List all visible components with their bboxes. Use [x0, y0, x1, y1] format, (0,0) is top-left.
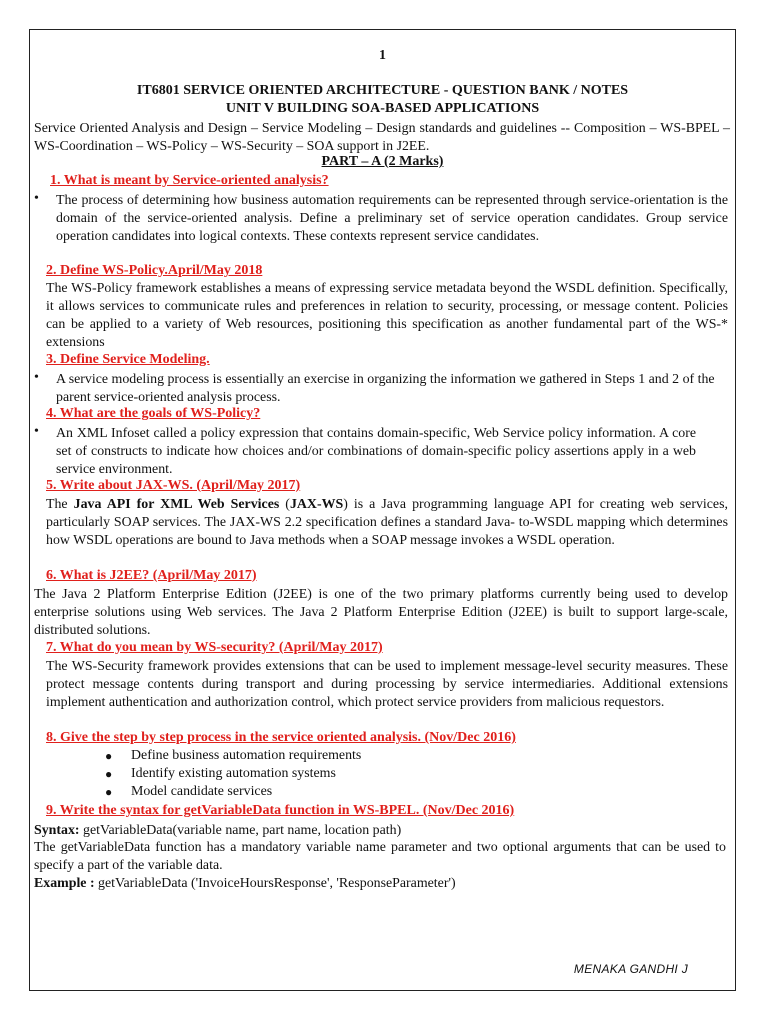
document-page: [29, 29, 736, 991]
question-9: 9. Write the syntax for getVariableData function in WS-BPEL. (Nov/Dec 2016): [46, 803, 515, 818]
page-number: 1: [379, 48, 386, 63]
question-6: 6. What is J2EE? (April/May 2017): [46, 568, 257, 583]
bullet-icon: •: [34, 191, 39, 206]
step-item: Define business automation requirements: [131, 748, 362, 763]
step-item: Identify existing automation systems: [131, 766, 336, 781]
syllabus-topics: Service Oriented Analysis and Design – Service Modeling – Design standards and guidelines -- Composition – WS-BPEL – WS-Coordination – WS-Policy – WS-Security – SOA support in J2EE.: [34, 121, 730, 154]
bullet-icon: •: [34, 370, 39, 385]
function-description: The getVariableData function has a mandatory variable name parameter and two optional arguments that can be used to specify a part of the variable data.: [34, 840, 726, 873]
answer-3: A service modeling process is essentially an exercise in organizing the information we gathered in Steps 1 and 2 of the parent service-oriented analysis process.: [56, 372, 715, 405]
jax-ws-acronym: JAX-WS: [289, 497, 344, 512]
question-4: 4. What are the goals of WS-Policy?: [46, 406, 261, 421]
syntax-line: [34, 822, 401, 840]
answer-1: The process of determining how business automation requirements can be represented through service-orientation is the domain of the service-oriented analysis. Define a preliminary set of service operation candidates. Group service operation candidates into logical contexts. These contexts represent service candidates.: [56, 193, 728, 244]
question-1: 1. What is meant by Service-oriented analysis?: [50, 173, 329, 188]
answer-7: The WS-Security framework provides extensions that can be used to implement message-level security measures. These protect message contents during transport and during processing by service intermediaries. Additional extensions implement authentication and authorization control, which protect service providers from malicious requestors.: [46, 659, 728, 710]
answer-4: An XML Infoset called a policy expression that contains domain-specific, Web Service policy information. A core set of constructs to indicate how choices and/or combinations of domain-specific policy assertions apply in a web service environment.: [56, 426, 696, 477]
part-heading: PART – A (2 Marks): [321, 154, 444, 169]
example-value: getVariableData ('InvoiceHoursResponse', 'ResponseParameter'): [94, 876, 456, 891]
question-2: 2. Define WS-Policy.April/May 2018: [46, 263, 263, 278]
syntax-label: Syntax:: [34, 823, 80, 838]
answer-5: The Java API for XML Web Services (JAX-WS) is a Java programming language API for creating web services, particularly SOAP services. The JAX-WS 2.2 specification defines a standard Java- to-WSDL mapping which determines how WSDL operations are bound to Java methods when a SOAP message invokes a WSDL operation.: [46, 497, 728, 548]
bullet-icon: ●: [105, 785, 113, 799]
step-item: Model candidate services: [131, 784, 273, 799]
jax-ws-full-name: Java API for XML Web Services: [73, 497, 280, 512]
answer-2: The WS-Policy framework establishes a means of expressing service metadata beyond the WSDL definition. Specifically, it allows services to communicate rules and preferences in relation to security, processing, or message content. Policies can be applied to a variety of Web resources, positioning this specification as another fundamental part of the WS-* extensions: [46, 281, 728, 350]
author-footer: MENAKA GANDHI J: [573, 962, 688, 976]
example-label: Example :: [34, 876, 95, 891]
syntax-value: getVariableData(variable name, part name, location path): [79, 823, 402, 838]
bullet-icon: •: [34, 424, 39, 439]
question-8: 8. Give the step by step process in the service oriented analysis. (Nov/Dec 2016): [46, 730, 516, 745]
bullet-icon: ●: [105, 749, 113, 763]
example-line: [34, 875, 456, 893]
question-5: 5. Write about JAX-WS. (April/May 2017): [46, 478, 301, 493]
question-7: 7. What do you mean by WS-security? (April/May 2017): [46, 640, 383, 655]
answer-6: The Java 2 Platform Enterprise Edition (J2EE) is one of the two primary platforms currently being used to develop enterprise solutions using Web services. The Java 2 Platform Enterprise Edition (J2EE) is built to support large-scale, distributed solutions.: [34, 587, 728, 638]
bullet-icon: ●: [105, 767, 113, 781]
unit-title: UNIT V BUILDING SOA-BASED APPLICATIONS: [225, 101, 540, 116]
question-3: 3. Define Service Modeling.: [46, 352, 210, 367]
document-title: IT6801 SERVICE ORIENTED ARCHITECTURE - QUESTION BANK / NOTES: [136, 83, 629, 98]
